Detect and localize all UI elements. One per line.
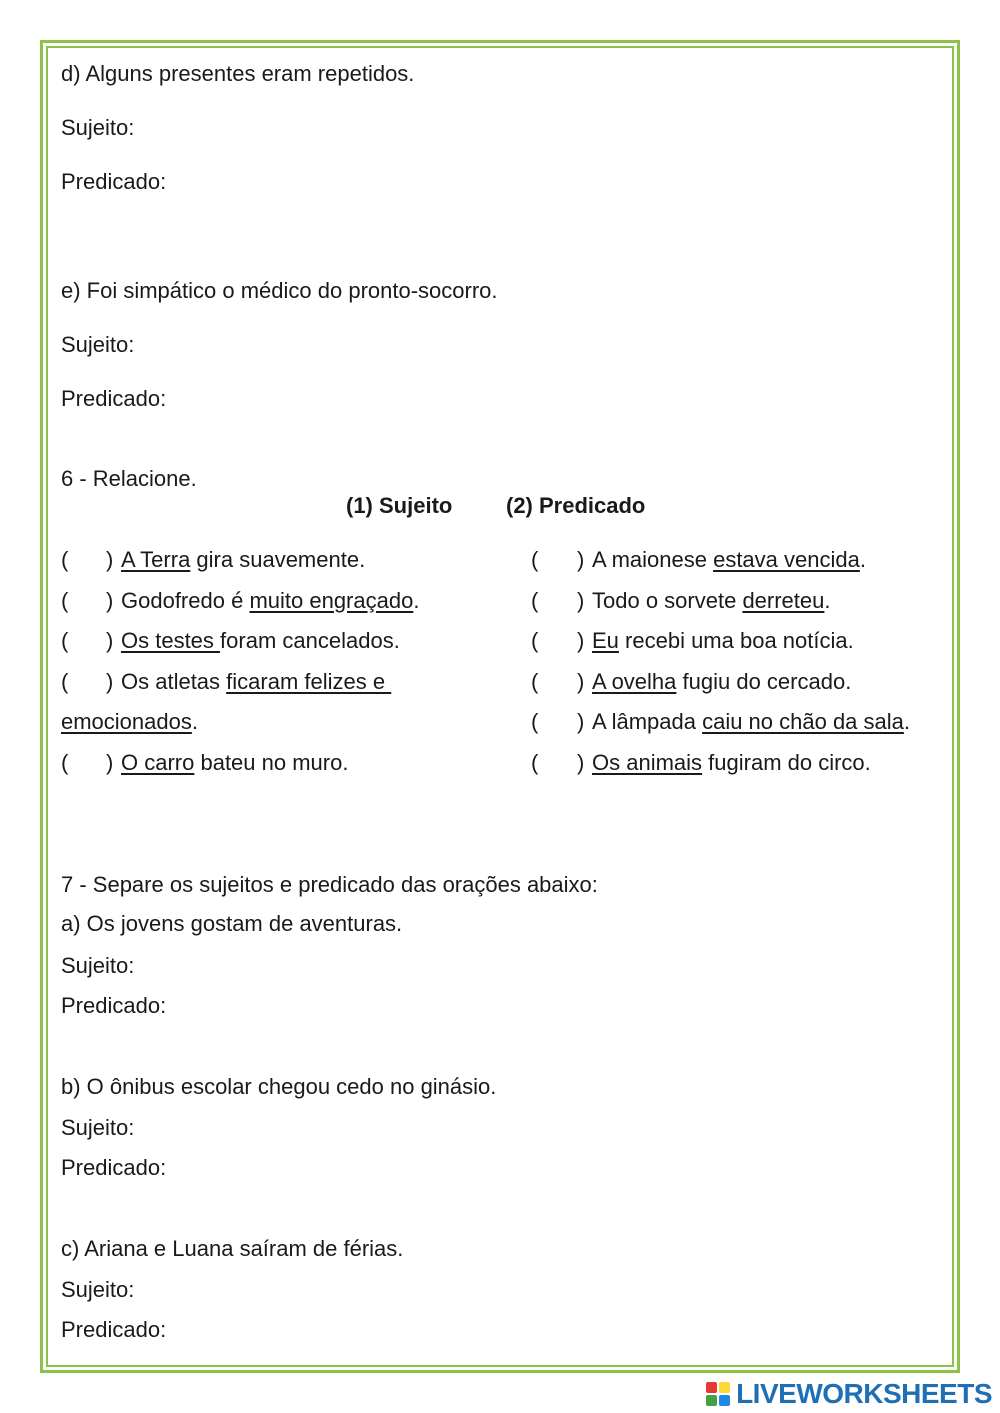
underlined-term: muito engraçado [249,588,414,613]
sentence-rest: . [824,588,831,613]
answer-paren-close: ) [106,547,114,572]
sentence-rest: gira suavemente. [190,547,366,572]
subject-label-e: Sujeito: [61,332,135,357]
answer-paren-open[interactable]: ( [61,628,69,653]
question-7a: a) Os jovens gostam de aventuras. [61,911,403,936]
question-d: d) Alguns presentes eram repetidos. [61,61,415,86]
subject-label-7c: Sujeito: [61,1277,135,1302]
underlined-term: derreteu [742,588,825,613]
answer-paren-open[interactable]: ( [61,750,69,775]
sentence-rest: foram cancelados. [220,628,400,653]
underlined-term-continued: emocionados [61,709,192,734]
answer-paren-close: ) [577,628,585,653]
sentence-rest: . [859,547,866,572]
sentence-rest: fugiu do cercado. [676,669,852,694]
answer-paren-close: ) [106,628,114,653]
sentence-rest: recebi uma boa notícia. [618,628,854,653]
answer-paren-open[interactable]: ( [531,750,539,775]
predicate-label-7a: Predicado: [61,993,167,1018]
underlined-term: Os testes [121,628,221,653]
inner-border [46,46,954,1367]
logo-tiles-icon [706,1382,730,1406]
logo-tile [706,1382,717,1393]
sentence-pre: A maionese [592,547,714,572]
sentence-pre: A lâmpada [592,709,703,734]
underlined-term: O carro [121,750,195,775]
sentence-rest: fugiram do circo. [702,750,871,775]
sentence-rest: bateu no muro. [194,750,349,775]
sentence-pre: Os atletas [121,669,227,694]
logo-tile [719,1395,730,1406]
underlined-term: A ovelha [592,669,677,694]
predicate-label-d: Predicado: [61,169,167,194]
subject-label-d: Sujeito: [61,115,135,140]
predicate-label-7c: Predicado: [61,1317,167,1342]
sentence-rest: . [903,709,911,734]
answer-paren-close: ) [577,750,585,775]
underlined-term: Os animais [592,750,703,775]
answer-paren-open[interactable]: ( [531,547,539,572]
subject-label-7a: Sujeito: [61,953,135,978]
answer-paren-close: ) [106,669,114,694]
answer-paren-close: ) [577,669,585,694]
underlined-term: Eu [592,628,619,653]
sentence-pre: Todo o sorvete [592,588,743,613]
liveworksheets-logo[interactable] [706,1378,992,1410]
legend-subject: (1) Sujeito [346,493,453,518]
underlined-term: estava vencida [713,547,860,572]
answer-paren-open[interactable]: ( [531,588,539,613]
answer-paren-open[interactable]: ( [61,669,69,694]
legend-predicate: (2) Predicado [506,493,646,518]
exercise7-title: 7 - Separe os sujeitos e predicado das orações abaixo: [61,872,598,897]
logo-text: LIVEWORKSHEETS [736,1378,992,1409]
logo-tile [719,1382,730,1393]
predicate-label-7b: Predicado: [61,1155,167,1180]
sentence-rest: . [191,709,198,734]
question-7c: c) Ariana e Luana saíram de férias. [61,1236,404,1261]
underlined-term: caiu no chão da sala [702,709,904,734]
exercise6-title: 6 - Relacione. [61,466,197,491]
question-e: e) Foi simpático o médico do pronto-socorro. [61,278,498,303]
answer-paren-close: ) [577,709,585,734]
sentence-pre: Godofredo é [121,588,250,613]
answer-paren-close: ) [106,588,114,613]
answer-paren-open[interactable]: ( [531,628,539,653]
question-7b: b) O ônibus escolar chegou cedo no ginásio. [61,1074,497,1099]
answer-paren-close: ) [577,588,585,613]
logo-tile [706,1395,717,1406]
underlined-term: ficaram felizes e [226,669,392,694]
answer-paren-close: ) [577,547,585,572]
predicate-label-e: Predicado: [61,386,167,411]
answer-paren-open[interactable]: ( [531,709,539,734]
sentence-rest: . [413,588,420,613]
underlined-term: A Terra [121,547,191,572]
answer-paren-open[interactable]: ( [61,588,69,613]
answer-paren-open[interactable]: ( [531,669,539,694]
answer-paren-close: ) [106,750,114,775]
subject-label-7b: Sujeito: [61,1115,135,1140]
answer-paren-open[interactable]: ( [61,547,69,572]
